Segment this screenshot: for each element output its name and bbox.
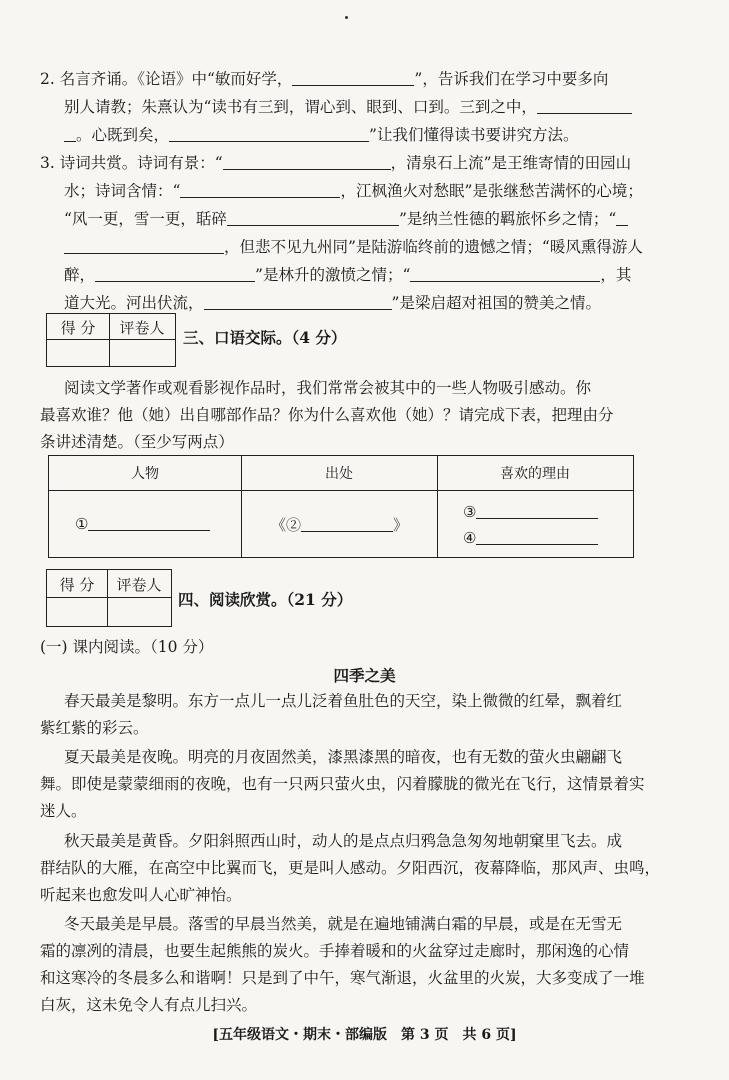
answer-blank[interactable]: [616, 209, 628, 226]
grader-label: 评卷人: [119, 319, 165, 337]
passage-line: 冬天最美是早晨。落雪的早晨当然美，就是在遍地铺满白霜的早晨，或是在无雪无: [64, 915, 623, 933]
table-header-source: 出处: [325, 466, 353, 482]
grader-label: 评卷人: [116, 576, 162, 594]
passage-line: 迷人。: [40, 802, 87, 820]
answer-blank[interactable]: [204, 293, 392, 310]
q3-line-4: ，但悲不见九州同”是陆游临终前的遗憾之情；“暖风熏得游人: [64, 236, 643, 258]
print-mark: [345, 16, 348, 19]
answer-blank[interactable]: [223, 153, 391, 170]
passage-line: 夏天最美是夜晚。明亮的月夜固然美，漆黑漆黑的暗夜，也有无数的萤火虫翩翩飞: [64, 748, 623, 766]
answer-blank[interactable]: [227, 209, 399, 226]
score-label: 得 分: [60, 319, 96, 337]
passage-line: 紫红紫的彩云。: [40, 719, 149, 737]
score-box: [46, 569, 172, 627]
section-3-para-3: 条讲述清楚。（至少写两点）: [40, 433, 234, 451]
section-3-para-1: 阅读文学著作或观看影视作品时，我们常常会被其中的一些人物吸引感动。你: [64, 379, 592, 397]
passage-title: 四季之美: [333, 666, 396, 685]
character-table: [48, 455, 634, 558]
passage-line: 听起来也愈发叫人心旷神怡。: [40, 886, 242, 904]
table-cell-reason-1: ③: [463, 502, 598, 521]
q3-line-2: 水；诗词含情：“ ，江枫渔火对愁眠”是张继愁苦满怀的心境；: [64, 182, 643, 200]
answer-blank[interactable]: [88, 514, 210, 531]
q2-line-1: 2. 名言齐诵。《论语》中“敏而好学， ”，告诉我们在学习中要多向: [40, 70, 609, 88]
passage-line: 白灰，这未免令人有点儿扫兴。: [40, 996, 258, 1014]
answer-blank[interactable]: [476, 528, 598, 545]
table-cell-character: ①: [75, 514, 210, 533]
answer-blank[interactable]: [95, 265, 255, 282]
answer-blank[interactable]: [537, 97, 632, 114]
answer-blank[interactable]: [64, 125, 76, 142]
passage-line: 秋天最美是黄昏。夕阳斜照西山时，动人的是点点归鸦急急匆匆地朝窠里飞去。成: [64, 832, 623, 850]
table-cell-reason-2: ④: [463, 528, 598, 547]
section-4-title: 四、阅读欣赏。（21 分）: [178, 590, 353, 609]
q3-line-3: “风一更，雪一更，聒碎 ”是纳兰性德的羁旅怀乡之情；“: [64, 208, 628, 230]
q2-line-3: 。心既到矣， ”让我们懂得读书要讲究方法。: [64, 124, 578, 146]
score-label: 得 分: [59, 576, 95, 594]
table-cell-source: 《② 》: [271, 516, 409, 534]
answer-blank[interactable]: [169, 125, 369, 142]
passage-line: 舞。即使是蒙蒙细雨的夜晚，也有一只两只萤火虫，闪着朦胧的微光在飞行，这情景着实: [40, 775, 645, 793]
passage-line: 群结队的大雁，在高空中比翼而飞，更是叫人感动。夕阳西沉，夜幕降临，那风声、虫鸣，: [40, 859, 661, 877]
answer-blank[interactable]: [64, 237, 224, 254]
answer-blank[interactable]: [292, 69, 414, 86]
section-3-para-2: 最喜欢谁？他（她）出自哪部作品？你为什么喜欢他（她）？请完成下表，把理由分: [40, 406, 614, 424]
table-header-reason: 喜欢的理由: [500, 466, 570, 482]
q3-line-5: 醉， ”是林升的激愤之情；“ ，其: [64, 266, 632, 284]
score-box: [46, 313, 176, 367]
answer-blank[interactable]: [410, 265, 600, 282]
answer-blank[interactable]: [476, 502, 598, 519]
section-3-title: 三、口语交际。（4 分）: [183, 328, 347, 347]
answer-blank[interactable]: [180, 181, 340, 198]
section-4-subtitle: (一) 课内阅读。（10 分）: [40, 638, 214, 656]
passage-line: 霜的凛冽的清晨，也要生起熊熊的炭火。手捧着暖和的火盆穿过走廊时，那闲逸的心情: [40, 942, 630, 960]
q2-line-2: 别人请教；朱熹认为“读书有三到，谓心到、眼到、口到。三到之中，: [64, 96, 632, 118]
q3-line-6: 道大光。河出伏流， ”是梁启超对祖国的赞美之情。: [64, 294, 601, 312]
passage-line: 春天最美是黎明。东方一点儿一点儿泛着鱼肚色的天空，染上微微的红晕，飘着红: [64, 692, 623, 710]
table-header-character: 人物: [131, 466, 159, 482]
passage-line: 和这寒冷的冬晨多么和谐啊！只是到了中午，寒气渐退，火盆里的火炭，大多变成了一堆: [40, 969, 645, 987]
page-footer: [五年级语文・期末・部编版 第 3 页 共 6 页]: [212, 1027, 517, 1043]
answer-blank[interactable]: [301, 515, 393, 532]
q3-line-1: 3. 诗词共赏。诗词有景：“ ，清泉石上流”是王维寄情的田园山: [40, 154, 632, 172]
